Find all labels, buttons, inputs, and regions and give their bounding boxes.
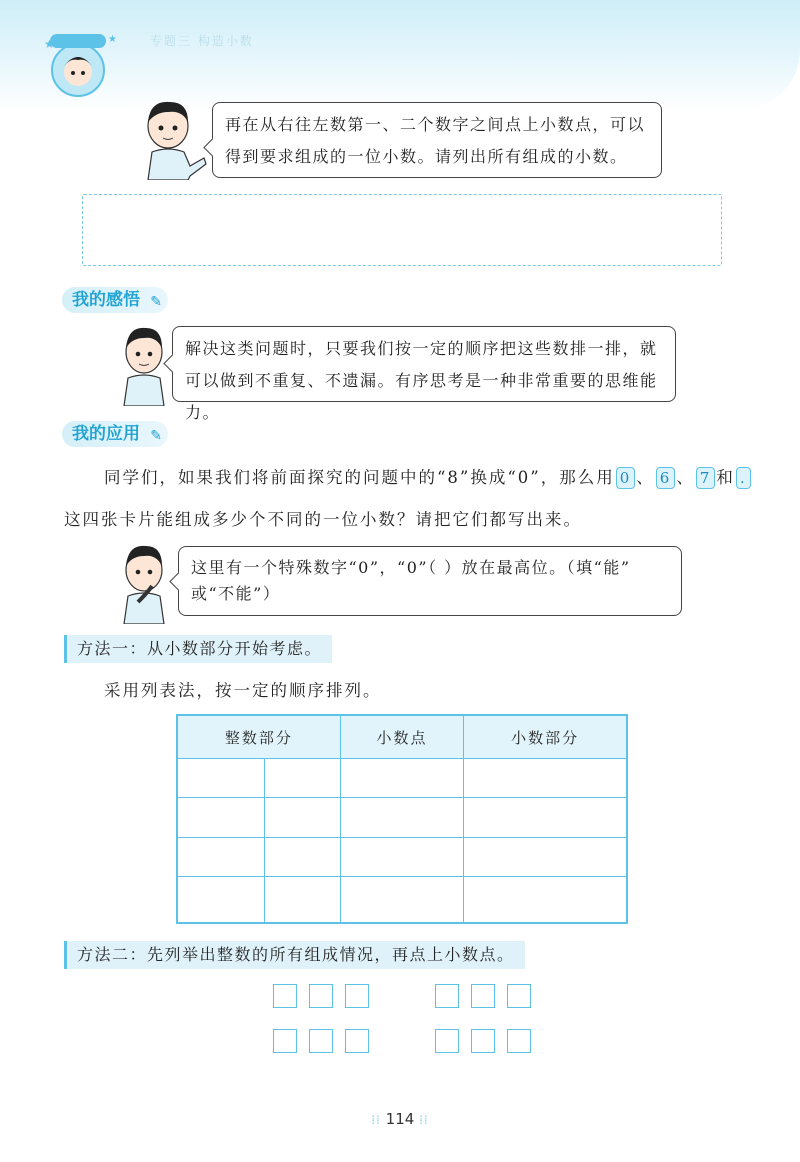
mascot-logo-icon	[36, 28, 120, 98]
table-cell[interactable]	[265, 798, 340, 837]
table-cell[interactable]	[177, 837, 265, 876]
table-cell[interactable]	[464, 877, 627, 923]
card-6: 6	[656, 467, 676, 489]
bubble1-line1: 再在从右往左数第一、二个数字之间点上小数点，可以	[225, 115, 646, 134]
dots-left-icon: ⁞⁞	[371, 1113, 381, 1127]
table-row	[177, 798, 627, 837]
table-cell[interactable]	[340, 798, 463, 837]
bubble3-line2: 或“不能”）	[191, 584, 281, 603]
table-cell[interactable]	[340, 837, 463, 876]
table-cell[interactable]	[177, 877, 265, 923]
header-decimal-part: 小数部分	[464, 715, 627, 759]
answer-box[interactable]	[273, 984, 297, 1008]
header-band	[0, 0, 800, 110]
bubble2-line1: 解决这类问题时，只要我们按一定的顺序把这些数排一排，就	[185, 339, 658, 358]
svg-text:★: ★	[44, 37, 55, 51]
table-cell[interactable]	[464, 798, 627, 837]
boy-hand-on-chin-icon	[114, 540, 176, 624]
section-apply-title	[62, 421, 168, 447]
header-integer-part: 整数部分	[177, 715, 340, 759]
method-1-table	[176, 714, 628, 924]
section-feel-title	[62, 287, 168, 313]
bubble1-line2: 得到要求组成的一位小数。请列出所有组成的小数。	[225, 147, 628, 166]
answer-box[interactable]	[273, 1029, 297, 1053]
answer-box[interactable]	[507, 1029, 531, 1053]
card-dot: .	[736, 467, 751, 489]
header-text: 专题三 构造小数	[150, 34, 254, 48]
question-and: 和	[716, 468, 735, 487]
table-row	[177, 877, 627, 923]
bubble2-line2: 可以做到不重复、不遗漏。有序思考是一种非常重要的思维能力。	[185, 371, 658, 422]
table-cell[interactable]	[464, 759, 627, 798]
header-decimal-point: 小数点	[340, 715, 463, 759]
table-cell[interactable]	[340, 759, 463, 798]
question-line-2: 这四张卡片能组成多少个不同的一位小数？请把它们都写出来。	[64, 510, 582, 529]
table-cell[interactable]	[464, 837, 627, 876]
method-1-subtitle: 采用列表法，按一定的顺序排列。	[104, 681, 382, 700]
section-apply-label: 我的应用	[72, 424, 140, 444]
table-row	[177, 759, 627, 798]
method-2-title: 方法二：先列举出整数的所有组成情况，再点上小数点。	[64, 941, 525, 969]
table-row	[177, 837, 627, 876]
answer-box[interactable]	[345, 984, 369, 1008]
answer-box[interactable]	[471, 984, 495, 1008]
table-header-row	[177, 715, 627, 759]
method-1-title: 方法一：从小数部分开始考虑。	[64, 635, 332, 663]
svg-text:★: ★	[108, 34, 117, 45]
answer-box[interactable]	[471, 1029, 495, 1053]
table-cell[interactable]	[177, 798, 265, 837]
table-cell[interactable]	[265, 759, 340, 798]
table-cell[interactable]	[340, 877, 463, 923]
answer-box[interactable]	[309, 984, 333, 1008]
table-cell[interactable]	[177, 759, 265, 798]
question-line-1: 同学们，如果我们将前面探究的问题中的“8”换成“0”，那么用 0 、 6 、 7 和 .	[104, 464, 752, 489]
bubble3-line1: 这里有一个特殊数字“0”，“0”（ ）放在最高位。（填“能”	[191, 558, 631, 577]
pencil-icon: ✎	[150, 294, 162, 310]
boy-pointing-icon	[138, 96, 208, 180]
question-text-a: 同学们，如果我们将前面探究的问题中的“8”换成“0”，那么用	[104, 468, 615, 487]
answer-box[interactable]	[435, 984, 459, 1008]
speech-bubble-3	[178, 546, 682, 616]
card-7: 7	[696, 467, 716, 489]
pencil-icon: ✎	[150, 428, 162, 444]
page-footer	[0, 1110, 800, 1128]
answer-box[interactable]	[345, 1029, 369, 1053]
answer-area[interactable]	[82, 194, 722, 266]
section-feel-label: 我的感悟	[72, 290, 140, 310]
table-cell[interactable]	[265, 877, 340, 923]
speech-bubble-1	[212, 102, 662, 178]
answer-box[interactable]	[507, 984, 531, 1008]
dots-right-icon: ⁞⁞	[419, 1113, 429, 1127]
answer-box[interactable]	[309, 1029, 333, 1053]
card-0: 0	[616, 467, 636, 489]
answer-box[interactable]	[435, 1029, 459, 1053]
table-cell[interactable]	[265, 837, 340, 876]
page-number: 114	[385, 1110, 415, 1128]
speech-bubble-2	[172, 326, 676, 422]
